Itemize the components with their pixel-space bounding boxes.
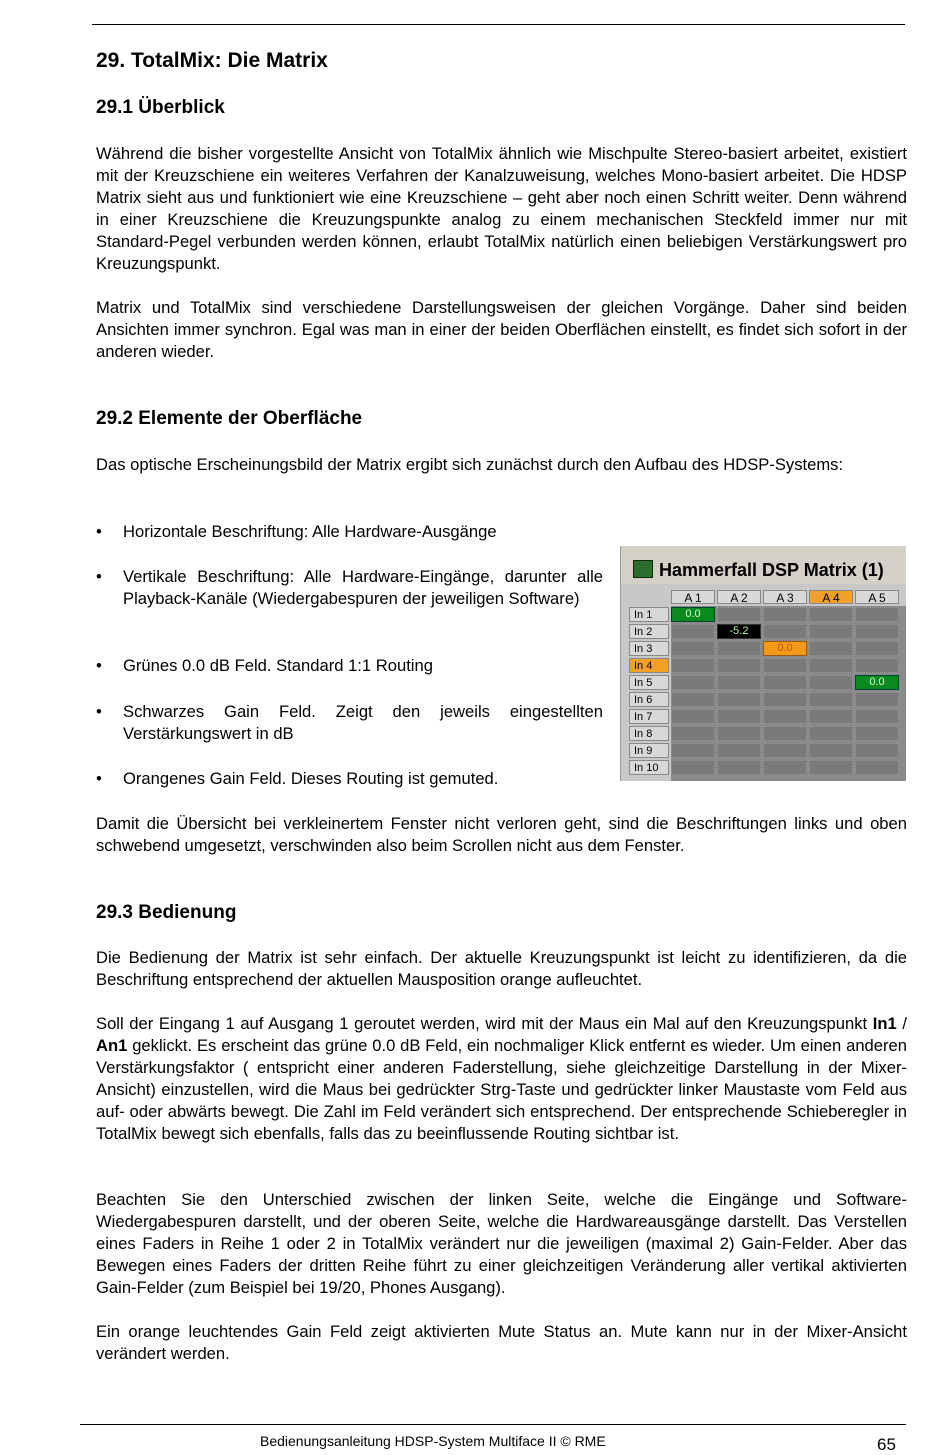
matrix-crosspoint[interactable] <box>763 709 807 724</box>
matrix-crosspoint[interactable] <box>671 641 715 656</box>
matrix-crosspoint[interactable] <box>671 726 715 741</box>
matrix-crosspoint[interactable] <box>809 607 853 622</box>
matrix-row-header: In 7 <box>629 709 669 724</box>
crosspoint-input-label: In1 <box>872 1014 897 1033</box>
matrix-crosspoint[interactable] <box>809 709 853 724</box>
matrix-row-header: In 5 <box>629 675 669 690</box>
bullet-icon: • <box>96 656 102 675</box>
matrix-crosspoint[interactable] <box>809 760 853 775</box>
chapter-title: 29. TotalMix: Die Matrix <box>96 49 328 72</box>
matrix-crosspoint[interactable] <box>855 641 899 656</box>
matrix-row-header: In 1 <box>629 607 669 622</box>
matrix-crosspoint[interactable] <box>717 607 761 622</box>
matrix-column-header: A 4 <box>809 590 853 604</box>
matrix-crosspoint[interactable] <box>717 641 761 656</box>
matrix-title: Hammerfall DSP Matrix (1) <box>659 560 884 580</box>
matrix-row-header: In 2 <box>629 624 669 639</box>
matrix-window <box>620 546 906 781</box>
matrix-crosspoint[interactable] <box>809 726 853 741</box>
matrix-row-header: In 3 <box>629 641 669 656</box>
matrix-gain-field[interactable]: 0.0 <box>763 641 807 656</box>
matrix-crosspoint[interactable] <box>671 658 715 673</box>
paragraph-operation-4: Ein orange leuchtendes Gain Feld zeigt aktivierten Mute Status an. Mute kann nur in der Mixer-Ansicht verändert werden. <box>96 1322 907 1363</box>
matrix-crosspoint[interactable] <box>809 743 853 758</box>
paragraph-text: Soll der Eingang 1 auf Ausgang 1 geroutet werden, wird mit der Maus ein Mal auf den Kreuzungspunkt <box>96 1014 873 1033</box>
matrix-crosspoint[interactable] <box>717 726 761 741</box>
matrix-crosspoint[interactable] <box>763 607 807 622</box>
list-item-text: Schwarzes Gain Feld. Zeigt den jeweils eingestellten Verstärkungswert in dB <box>123 702 603 743</box>
matrix-crosspoint[interactable] <box>717 675 761 690</box>
paragraph-elements-outro: Damit die Übersicht bei verkleinertem Fenster nicht verloren geht, sind die Beschriftungen links und oben schwebend umgesetzt, verschwinden also beim Scrollen nicht aus dem Fenster. <box>96 814 907 855</box>
matrix-crosspoint[interactable] <box>717 692 761 707</box>
matrix-column-header: A 3 <box>763 590 807 604</box>
matrix-column-header: A 1 <box>671 590 715 604</box>
list-item-text: Horizontale Beschriftung: Alle Hardware-Ausgänge <box>123 522 497 541</box>
paragraph-operation-2 <box>96 1013 907 1145</box>
header-rule <box>92 24 905 25</box>
matrix-row-header: In 9 <box>629 743 669 758</box>
paragraph-operation-1: Die Bedienung der Matrix ist sehr einfach. Der aktuelle Kreuzungspunkt ist leicht zu identifizieren, da die Beschriftung entsprechend der aktuellen Mausposition orange aufleuchtet. <box>96 948 907 989</box>
matrix-crosspoint[interactable] <box>855 760 899 775</box>
footer-rule <box>80 1424 906 1425</box>
paragraph-elements-intro: Das optische Erscheinungsbild der Matrix ergibt sich zunächst durch den Aufbau des HDSP-Systems: <box>96 455 844 474</box>
matrix-crosspoint[interactable] <box>763 624 807 639</box>
matrix-row-header: In 4 <box>629 658 669 673</box>
matrix-crosspoint[interactable] <box>763 692 807 707</box>
matrix-crosspoint[interactable] <box>855 692 899 707</box>
matrix-app-icon <box>633 560 653 578</box>
matrix-crosspoint[interactable] <box>855 726 899 741</box>
matrix-gain-field[interactable]: 0.0 <box>671 607 715 622</box>
matrix-title-bar <box>621 546 906 584</box>
matrix-crosspoint[interactable] <box>855 624 899 639</box>
matrix-crosspoint[interactable] <box>717 760 761 775</box>
section-title-overview: 29.1 Überblick <box>96 97 225 118</box>
matrix-crosspoint[interactable] <box>855 709 899 724</box>
matrix-crosspoint[interactable] <box>809 641 853 656</box>
matrix-crosspoint[interactable] <box>855 658 899 673</box>
bullet-icon: • <box>96 702 102 721</box>
matrix-crosspoint[interactable] <box>717 743 761 758</box>
matrix-crosspoint[interactable] <box>671 624 715 639</box>
paragraph-operation-3: Beachten Sie den Unterschied zwischen der linken Seite, welche die Eingänge und Software-Wiedergabespuren darstellt, und der oberen Seite, welche die Hardwareausgänge darstellt. Das Verstellen eines Faders in Reihe 1 oder 2 in TotalMix verändert nur die jeweiligen (maximal 2) Gain-Felder. Aber das Bewegen eines Faders der dritten Reihe führt zu einer gleichzeitigen Veränderung aller vertikal aktivierten Gain-Felder (zum Beispiel bei 19/20, Phones Ausgang). <box>96 1190 907 1297</box>
matrix-row-header: In 6 <box>629 692 669 707</box>
bullet-icon: • <box>96 522 102 541</box>
matrix-row-header: In 8 <box>629 726 669 741</box>
matrix-crosspoint[interactable] <box>671 692 715 707</box>
matrix-crosspoint[interactable] <box>717 658 761 673</box>
matrix-crosspoint[interactable] <box>855 607 899 622</box>
matrix-crosspoint[interactable] <box>717 709 761 724</box>
paragraph-overview-1: Während die bisher vorgestellte Ansicht von TotalMix ähnlich wie Mischpulte Stereo-basiert arbeitet, existiert mit der Kreuzschiene ein weiteres Verfahren der Kanalzuweisung, welches Mono-basiert arbeitet. Die HDSP Matrix sieht aus und funktioniert wie eine Kreuzschiene – geht aber noch einen Schritt weiter. Denn während in einer Kreuzschiene die Kreuzungspunkte analog zu einem mechanischen Steckfeld immer nur mit Standard-Pegel verbunden werden können, erlaubt TotalMix natürlich einen beliebigen Verstärkungswert pro Kreuzungspunkt. <box>96 144 907 273</box>
bullet-icon: • <box>96 567 102 586</box>
matrix-crosspoint[interactable] <box>855 743 899 758</box>
page-number: 65 <box>877 1435 896 1454</box>
crosspoint-output-label: An1 <box>96 1036 128 1055</box>
matrix-row-header: In 10 <box>629 760 669 775</box>
matrix-crosspoint[interactable] <box>809 624 853 639</box>
footer-text: Bedienungsanleitung HDSP-System Multiface II © RME <box>260 1433 606 1449</box>
matrix-gain-field[interactable]: 0.0 <box>855 675 899 690</box>
matrix-crosspoint[interactable] <box>671 760 715 775</box>
paragraph-overview-2: Matrix und TotalMix sind verschiedene Darstellungsweisen der gleichen Vorgänge. Daher sind beiden Ansichten immer synchron. Egal was man in einer der beiden Oberflächen einstellt, es findet sich sofort in der anderen wieder. <box>96 298 907 361</box>
matrix-crosspoint[interactable] <box>809 692 853 707</box>
bullet-icon: • <box>96 769 102 788</box>
matrix-grid[interactable] <box>671 606 906 781</box>
list-item-text: Grünes 0.0 dB Feld. Standard 1:1 Routing <box>123 656 433 675</box>
matrix-crosspoint[interactable] <box>763 743 807 758</box>
matrix-column-header: A 2 <box>717 590 761 604</box>
matrix-crosspoint[interactable] <box>763 658 807 673</box>
list-item-text: Vertikale Beschriftung: Alle Hardware-Eingänge, darunter alle Playback-Kanäle (Wiedergabespuren der jeweiligen Software) <box>123 567 603 608</box>
matrix-crosspoint[interactable] <box>671 743 715 758</box>
paragraph-text: geklickt. Es erscheint das grüne 0.0 dB Feld, ein nochmaliger Klick entfernt es wieder. Um einen anderen Verstärkungsfaktor ( entspricht einer anderen Faderstellung, siehe gleichzeitige Darstellung in der Mixer-Ansicht) einzustellen, wird die Maus bei gedrückter Strg-Taste und gedrückter linker Maustaste vom Feld aus auf- oder abwärts bewegt. Die Zahl im Feld verändert sich entsprechend. Der entsprechende Schieberegler in TotalMix bewegt sich ebenfalls, falls das zu beeinflussende Routing sichtbar ist. <box>96 1036 907 1143</box>
matrix-crosspoint[interactable] <box>671 709 715 724</box>
matrix-crosspoint[interactable] <box>763 726 807 741</box>
section-title-elements: 29.2 Elemente der Oberfläche <box>96 408 363 429</box>
matrix-crosspoint[interactable] <box>763 675 807 690</box>
matrix-crosspoint[interactable] <box>671 675 715 690</box>
matrix-gain-field[interactable]: -5.2 <box>717 624 761 639</box>
matrix-crosspoint[interactable] <box>763 760 807 775</box>
matrix-column-header: A 5 <box>855 590 899 604</box>
section-title-operation: 29.3 Bedienung <box>96 902 237 923</box>
paragraph-text: / <box>896 1014 907 1033</box>
list-item-text: Orangenes Gain Feld. Dieses Routing ist gemuted. <box>123 769 499 788</box>
